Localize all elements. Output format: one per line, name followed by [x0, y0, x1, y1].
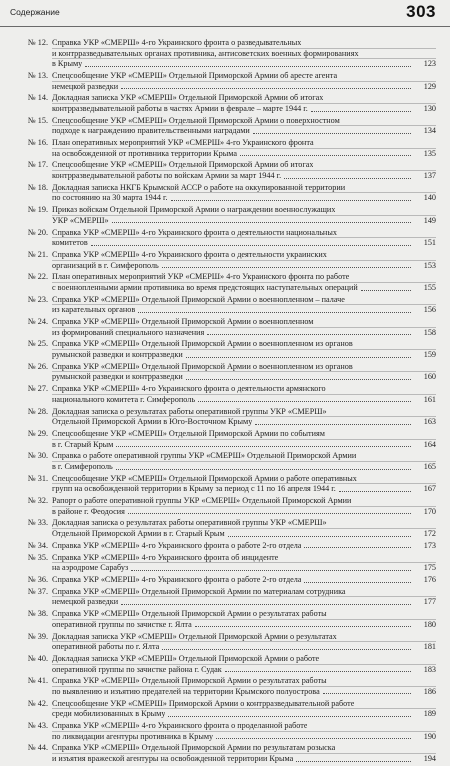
entry-title-line: немецкой разведки [52, 81, 119, 91]
entry-number: № 24. [27, 317, 48, 327]
entry-title-line: в г. Симферополь [52, 461, 113, 471]
entry-title-line: румынской разведки и контрразведки [52, 372, 183, 382]
entry-number: № 35. [27, 552, 48, 562]
entry-title [52, 407, 436, 427]
toc-entry [10, 93, 436, 113]
entry-title-line: УКР «СМЕРШ» [52, 215, 109, 225]
entry-page: 134 [423, 126, 436, 136]
entry-title [52, 553, 436, 573]
entry-title [52, 138, 436, 158]
entry-title-line: из карательных органов [52, 305, 136, 315]
dot-leader [284, 178, 411, 179]
entry-title-line: в г. Старый Крым [52, 439, 114, 449]
entry-title-line: среди мобилизованных в Крыму [52, 709, 166, 719]
entry-title-line: Спецсообщение УКР «СМЕРШ» Приморской Армии о контрразведывательной работе [52, 698, 355, 708]
entry-title-line: Справка УКР «СМЕРШ» Отдельной Приморской Армии о военнопленном – палаче [52, 294, 345, 304]
entry-title [52, 71, 436, 91]
entry-title-line: контрразведывательной работы в частях Армии в феврале – марте 1944 г. [52, 103, 308, 113]
entry-title-line: по ликвидации агентуры противника в Крыму [52, 731, 214, 741]
entry-title-line: Справка УКР «СМЕРШ» Отдельной Приморской Армии о военнопленном из органов [52, 361, 353, 371]
page-number: 303 [406, 2, 436, 21]
entry-page: 173 [423, 540, 436, 550]
dot-leader [121, 88, 411, 89]
entry-title-line: организаций в г. Симферополь [52, 260, 159, 270]
entry-page: 186 [423, 686, 436, 696]
entry-title-line: с военнопленными армии противника во время предстоящих наступательных операций [52, 282, 358, 292]
entry-number: № 18. [27, 182, 48, 192]
entry-title-line: Докладная записка УКР «СМЕРШ» Отдельной Приморской Армии о результатах [52, 631, 337, 641]
entry-title-line: Справка УКР «СМЕРШ» Отдельной Приморской Армии по результатам розыска [52, 743, 336, 753]
entry-title [52, 38, 436, 69]
entry-page: 140 [423, 193, 436, 203]
dot-leader [255, 424, 411, 425]
entry-number: № 20. [27, 227, 48, 237]
entry-page: 151 [423, 238, 436, 248]
toc-entry [10, 116, 436, 136]
entry-title [52, 384, 436, 404]
entry-title-line: в Крыму [52, 59, 83, 69]
entry-title-line: и изъятия вражеской агентуры на освобожденной территории Крыма [52, 754, 294, 763]
entry-title [52, 429, 436, 449]
entry-title-line: Докладная записка о результатах работы оперативной группы УКР «СМЕРШ» [52, 406, 327, 416]
entry-number: № 43. [27, 721, 48, 731]
toc-entry [10, 632, 436, 652]
toc-entry [10, 205, 436, 225]
entry-title-line: Справка УКР «СМЕРШ» 4-го Украинского фронта о работе 2-го отдела [52, 575, 302, 584]
toc-entry [10, 587, 436, 607]
entry-page: 160 [423, 372, 436, 382]
entry-number: № 19. [27, 205, 48, 215]
dot-leader [207, 334, 411, 335]
dot-leader [253, 133, 411, 134]
page-header [0, 0, 450, 27]
entry-page: 163 [423, 417, 436, 427]
entry-title [52, 116, 436, 136]
entry-title-line: Справка УКР «СМЕРШ» 4-го Украинского фронта о деятельности национальных [52, 227, 337, 237]
table-of-contents [10, 38, 436, 766]
entry-title [52, 272, 436, 292]
toc-entry [10, 721, 436, 741]
entry-page: 129 [423, 81, 436, 91]
entry-title-line: Справка УКР «СМЕРШ» Отдельной Приморской Армии о результатах работы [52, 609, 327, 619]
dot-leader [112, 222, 411, 223]
entry-number: № 29. [27, 428, 48, 438]
entry-title-line: национального комитета г. Симферополь [52, 394, 196, 404]
entry-title [52, 676, 436, 696]
entry-title-line: Справка УКР «СМЕРШ» Отдельной Приморской Армии о военнопленном из органов [52, 339, 353, 349]
entry-title-line: Справка о работе оперативной группы УКР «СМЕРШ» Отдельной Приморской Армии [52, 451, 357, 461]
toc-entry [10, 496, 436, 516]
dot-leader [128, 513, 411, 514]
entry-page: 149 [423, 215, 436, 225]
entry-number: № 30. [27, 451, 48, 461]
entry-number: № 21. [27, 249, 48, 259]
toc-entry [10, 339, 436, 359]
entry-title [52, 518, 436, 538]
entry-title [52, 496, 436, 516]
entry-title [52, 250, 436, 270]
toc-entry [10, 407, 436, 427]
entry-number: № 34. [27, 540, 48, 550]
entry-title-line: Спецсообщение УКР «СМЕРШ» Отдельной Приморской Армии об итогах [52, 160, 314, 170]
entry-title-line: Спецсообщение УКР «СМЕРШ» Отдельной Приморской Армии о поверхностном [52, 115, 340, 125]
entry-title-line: немецкой разведки [52, 597, 119, 607]
entry-title [52, 183, 436, 203]
dot-leader [361, 290, 411, 291]
entry-title-line: по состоянию на 30 марта 1944 г. [52, 193, 168, 203]
entry-page: 194 [423, 754, 436, 763]
entry-number: № 15. [27, 115, 48, 125]
dot-leader [304, 547, 411, 548]
entry-title [52, 609, 436, 629]
toc-entry [10, 160, 436, 180]
toc-entry [10, 654, 436, 674]
toc-entry [10, 429, 436, 449]
dot-leader [296, 761, 411, 762]
entry-title-line: подходе к награждению правительственными наградами [52, 126, 250, 136]
toc-entry [10, 609, 436, 629]
entry-title-line: Справка УКР «СМЕРШ» 4-го Украинского фронта о разведывательных [52, 38, 302, 47]
entry-number: № 36. [27, 575, 48, 584]
dot-leader [168, 716, 411, 717]
dot-leader [186, 379, 411, 380]
entry-title-line: румынской разведки и контрразведки [52, 350, 183, 360]
entry-number: № 31. [27, 473, 48, 483]
entry-title [52, 93, 436, 113]
entry-title [52, 632, 436, 652]
entry-number: № 28. [27, 406, 48, 416]
entry-title [52, 575, 436, 585]
dot-leader [225, 671, 411, 672]
dot-leader [228, 536, 411, 537]
dot-leader [216, 738, 411, 739]
entry-title [52, 474, 436, 494]
entry-title-line: Справка УКР «СМЕРШ» 4-го Украинского фронта о деятельности украинских [52, 249, 327, 259]
entry-number: № 37. [27, 586, 48, 596]
entry-title [52, 317, 436, 337]
entry-title-line: из формирований специального назначения [52, 327, 205, 337]
entry-title-line: Справка УКР «СМЕРШ» Отдельной Приморской Армии по материалам сотрудника [52, 586, 346, 596]
entry-title-line: Приказ войскам Отдельной Приморской Армии о награждении военнослужащих [52, 205, 336, 215]
entry-page: 137 [423, 171, 436, 181]
dot-leader [311, 111, 411, 112]
entry-title [52, 451, 436, 471]
dot-leader [162, 649, 411, 650]
entry-number: № 12. [27, 38, 48, 47]
entry-title-line: Справка УКР «СМЕРШ» 4-го Украинского фронта об инциденте [52, 552, 279, 562]
entry-title [52, 228, 436, 248]
entry-number: № 40. [27, 653, 48, 663]
toc-entry [10, 518, 436, 538]
dot-leader [323, 693, 411, 694]
toc-entry [10, 228, 436, 248]
entry-number: № 22. [27, 272, 48, 282]
toc-entry [10, 317, 436, 337]
section-title: Содержание [10, 7, 60, 17]
entry-page: 123 [423, 59, 436, 69]
entry-title [52, 362, 436, 382]
dot-leader [121, 604, 411, 605]
entry-title-line: Докладная записка НКГБ Крымской АССР о работе на оккупированной территории [52, 182, 346, 192]
entry-page: 130 [423, 103, 436, 113]
dot-leader [186, 357, 411, 358]
entry-title-line: Докладная записка о результатах работы оперативной группы УКР «СМЕРШ» [52, 518, 327, 528]
entry-number: № 26. [27, 361, 48, 371]
entry-title-line: План оперативных мероприятий УКР «СМЕРШ» 4-го Украинского фронта по работе [52, 272, 350, 282]
entry-title-line: Спецсообщение УКР «СМЕРШ» Отдельной Приморской Армии по событиям [52, 428, 325, 438]
entry-page: 164 [423, 439, 436, 449]
dot-leader [91, 245, 411, 246]
entry-page: 190 [423, 731, 436, 741]
toc-entry [10, 250, 436, 270]
entry-title-line: Докладная записка УКР «СМЕРШ» Отдельной Приморской Армии об итогах [52, 93, 324, 103]
entry-title-line: комитетов [52, 238, 88, 248]
dot-leader [171, 200, 412, 201]
entry-page: 155 [423, 282, 436, 292]
entry-title [52, 743, 436, 763]
entry-title-line: Рапорт о работе оперативной группы УКР «СМЕРШ» Отдельной Приморской Армии [52, 496, 352, 506]
dot-leader [198, 401, 411, 402]
entry-number: № 39. [27, 631, 48, 641]
toc-entry [10, 138, 436, 158]
entry-page: 172 [423, 529, 436, 539]
entry-title-line: Справка УКР «СМЕРШ» Отдельной Приморской Армии о военнопленном [52, 317, 314, 327]
entry-title-line: оперативной работы по г. Ялта [52, 642, 160, 652]
entry-page: 153 [423, 260, 436, 270]
toc-entry [10, 575, 436, 585]
entry-page: 177 [423, 597, 436, 607]
entry-title-line: на аэродроме Сарабуз [52, 563, 129, 573]
entry-number: № 14. [27, 93, 48, 103]
dot-leader [116, 469, 411, 470]
dot-leader [339, 491, 411, 492]
entry-page: 183 [423, 664, 436, 674]
entry-title-line: Справка УКР «СМЕРШ» 4-го Украинского фронта о деятельности армянского [52, 384, 326, 394]
entry-title [52, 721, 436, 741]
entry-page: 135 [423, 148, 436, 158]
entry-number: № 16. [27, 138, 48, 148]
entry-page: 158 [423, 327, 436, 337]
dot-leader [85, 66, 411, 67]
toc-entry [10, 38, 436, 69]
toc-entry [10, 699, 436, 719]
dot-leader [240, 155, 411, 156]
entry-title-line: План оперативных мероприятий УКР «СМЕРШ» 4-го Украинского фронта [52, 138, 314, 148]
entry-page: 161 [423, 394, 436, 404]
entry-title-line: оперативной группы по зачистке г. Ялта [52, 619, 192, 629]
entry-title-line: и контрразведывательных органах противника, антисоветских военных формированиях [52, 48, 359, 58]
toc-entry [10, 541, 436, 551]
dot-leader [195, 626, 411, 627]
entry-title [52, 654, 436, 674]
entry-title-line: Докладная записка УКР «СМЕРШ» Отдельной Приморской Армии о работе [52, 653, 320, 663]
dot-leader [162, 267, 411, 268]
entry-page: 170 [423, 506, 436, 516]
entry-page: 156 [423, 305, 436, 315]
dot-leader [138, 312, 411, 313]
entry-number: № 13. [27, 70, 48, 80]
dot-leader [116, 446, 411, 447]
entry-title-line: Отдельной Приморской Армии в г. Старый Крым [52, 529, 225, 539]
entry-title [52, 699, 436, 719]
entry-title-line: Справка УКР «СМЕРШ» 4-го Украинского фронта о работе 2-го отдела [52, 540, 302, 550]
entry-title [52, 587, 436, 607]
entry-page: 180 [423, 619, 436, 629]
entry-title-line: групп на освобожденной территории в Крыму за период с 11 по 16 апреля 1944 г. [52, 484, 336, 494]
entry-title-line: в районе г. Феодосия [52, 506, 125, 516]
toc-entry [10, 743, 436, 763]
entry-title [52, 339, 436, 359]
entry-title-line: по выявлению и изъятию предателей на территории Крымского полуострова [52, 686, 320, 696]
dot-leader [304, 582, 411, 583]
entry-number: № 32. [27, 496, 48, 506]
entry-number: № 27. [27, 384, 48, 394]
entry-title-line: контрразведывательной работы по войскам Армии за март 1944 г. [52, 171, 282, 181]
entry-title [52, 541, 436, 551]
dot-leader [131, 570, 411, 571]
entry-title-line: на освобожденной от противника территории Крыма [52, 148, 237, 158]
toc-entry [10, 384, 436, 404]
entry-number: № 33. [27, 518, 48, 528]
entry-title [52, 295, 436, 315]
toc-entry [10, 676, 436, 696]
entry-page: 176 [423, 575, 436, 584]
entry-title-line: Справка УКР «СМЕРШ» 4-го Украинского фронта о проделанной работе [52, 721, 308, 731]
entry-number: № 25. [27, 339, 48, 349]
entry-number: № 41. [27, 676, 48, 686]
entry-title-line: Справка УКР «СМЕРШ» Отдельной Приморской Армии о результатах работы [52, 676, 327, 686]
entry-title-line: Спецсообщение УКР «СМЕРШ» Отдельной Приморской Армии о работе оперативных [52, 473, 357, 483]
toc-entry [10, 183, 436, 203]
toc-entry [10, 553, 436, 573]
entry-title-line: Спецсообщение УКР «СМЕРШ» Отдельной Приморской Армии об аресте агента [52, 70, 338, 80]
toc-entry [10, 295, 436, 315]
entry-title-line: Отдельной Приморской Армии в Юго-Восточном Крыму [52, 417, 253, 427]
toc-entry [10, 451, 436, 471]
toc-entry [10, 272, 436, 292]
entry-title [52, 160, 436, 180]
entry-number: № 23. [27, 294, 48, 304]
toc-entry [10, 71, 436, 91]
entry-page: 159 [423, 350, 436, 360]
entry-number: № 17. [27, 160, 48, 170]
entry-page: 165 [423, 461, 436, 471]
entry-page: 189 [423, 709, 436, 719]
toc-entry [10, 474, 436, 494]
entry-page: 181 [423, 642, 436, 652]
entry-number: № 38. [27, 609, 48, 619]
entry-page: 175 [423, 563, 436, 573]
entry-number: № 42. [27, 698, 48, 708]
entry-title [52, 205, 436, 225]
entry-title-line: оперативной группы по зачистке района г. Судак [52, 664, 222, 674]
toc-entry [10, 362, 436, 382]
entry-number: № 44. [27, 743, 48, 753]
entry-page: 167 [423, 484, 436, 494]
